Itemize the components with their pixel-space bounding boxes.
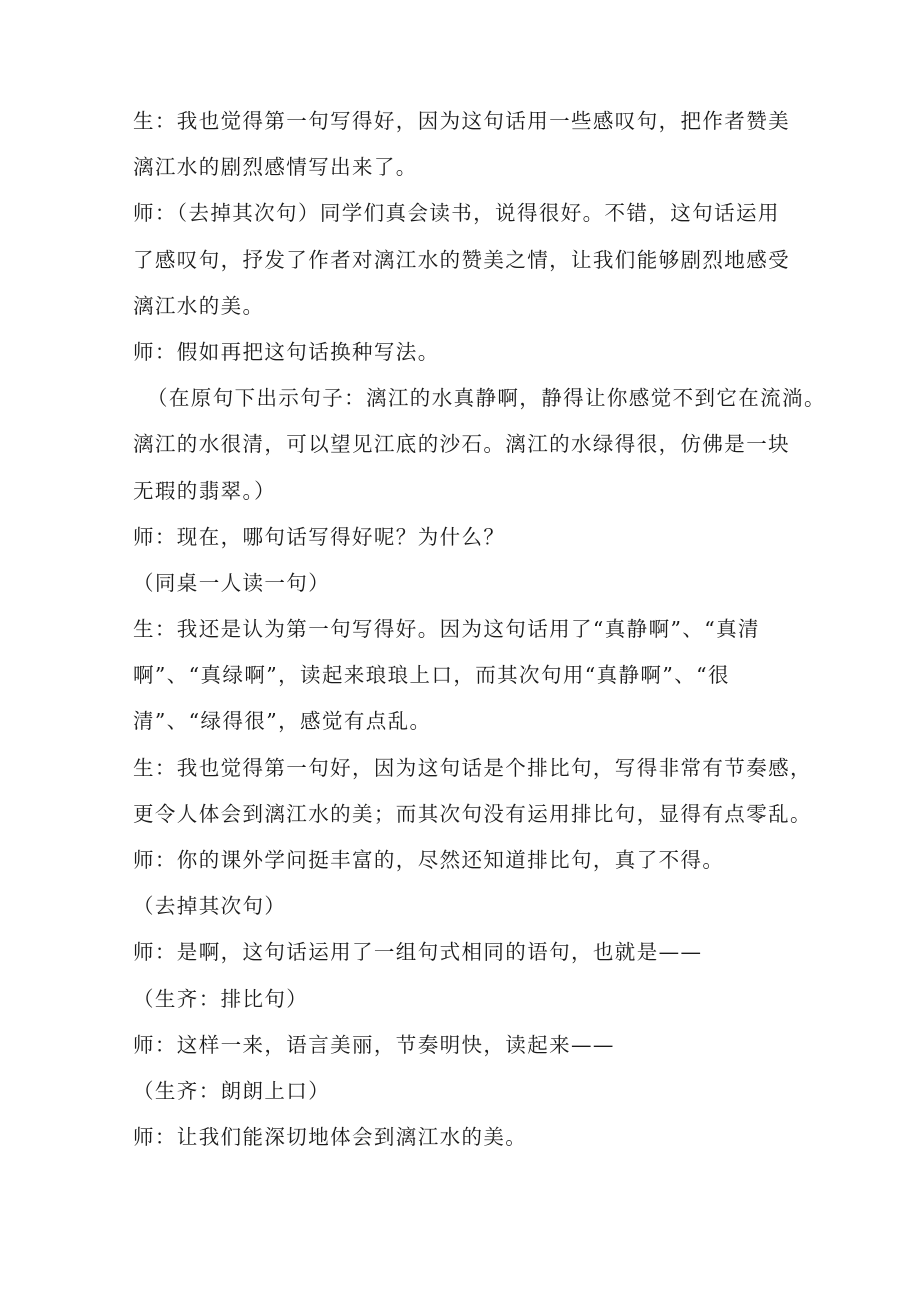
text-line-20: （生齐：排比句）: [133, 986, 309, 1011]
text-line-10: 师：现在，哪句话写得好呢？为什么？: [133, 524, 506, 549]
text-line-3: 师：（去掉其次句）同学们真会读书，说得很好。不错，这句话运用: [133, 201, 780, 226]
text-line-5: 漓江水的美。: [133, 293, 265, 318]
text-line-21: 师：这样一来，语言美丽，节奏明快，读起来——: [133, 1032, 615, 1057]
text-line-9: 无瑕的翡翠。）: [133, 478, 277, 503]
lesson-transcript: [133, 98, 826, 1160]
text-line-18: （去掉其次句）: [133, 894, 287, 919]
text-line-23: 师：让我们能深切地体会到漓江水的美。: [133, 1125, 528, 1150]
text-line-15: 生：我也觉得第一句好，因为这句话是个排比句，写得非常有节奏感，: [133, 755, 812, 780]
text-line-22: （生齐：朗朗上口）: [133, 1078, 331, 1103]
text-line-4: 了感叹句，抒发了作者对漓江水的赞美之情，让我们能够剧烈地感受: [133, 247, 790, 272]
text-line-16: 更令人体会到漓江水的美；而其次句没有运用排比句，显得有点零乱。: [133, 801, 812, 826]
text-line-12: 生：我还是认为第一句写得好。因为这句话用了“真静啊”、“真清: [133, 617, 760, 642]
text-line-13: 啊”、“真绿啊”，读起来琅琅上口，而其次句用“真静啊”、“很: [133, 663, 730, 688]
text-line-2: 漓江水的剧烈感情写出来了。: [133, 155, 418, 180]
text-line-11: （同桌一人读一句）: [133, 570, 331, 595]
text-line-1: 生：我也觉得第一句写得好，因为这句话用一些感叹句，把作者赞美: [133, 109, 790, 133]
text-line-6: 师：假如再把这句话换种写法。: [133, 339, 440, 364]
text-line-7: （在原句下出示句子：漓江的水真静啊，静得让你感觉不到它在流淌。: [147, 386, 826, 411]
text-line-14: 清”、“绿得很”，感觉有点乱。: [133, 709, 432, 734]
text-line-17: 师：你的课外学问挺丰富的，尽然还知道排比句，真了不得。: [133, 848, 725, 872]
text-line-19: 师：是啊，这句话运用了一组句式相同的语句，也就是——: [133, 940, 703, 965]
text-line-8: 漓江的水很清，可以望见江底的沙石。漓江的水绿得很，仿佛是一块: [133, 432, 790, 457]
